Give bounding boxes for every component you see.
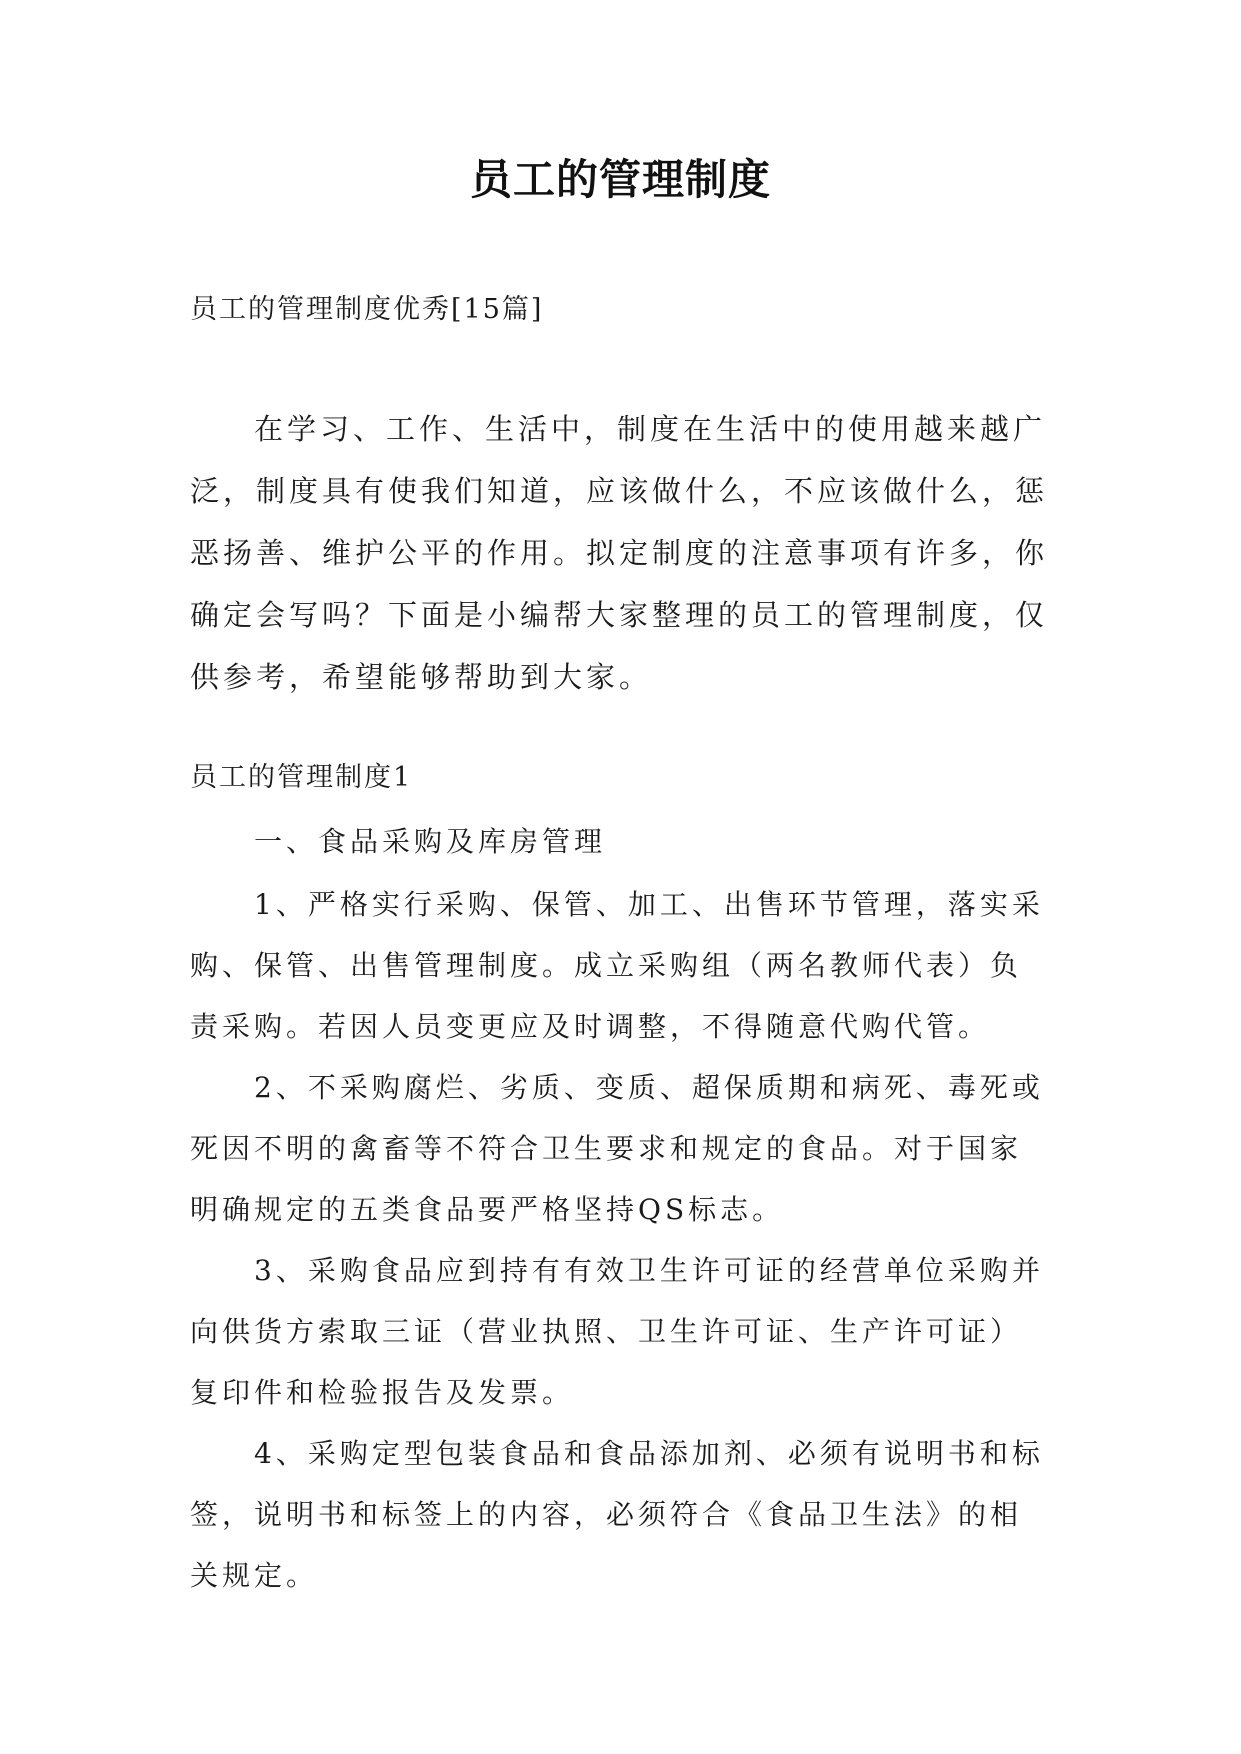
document-title: 员工的管理制度	[469, 155, 771, 204]
section-heading: 员工的管理制度1	[190, 762, 413, 793]
body-paragraph: 2、不采购腐烂、劣质、变质、超保质期和病死、毒死或死因不明的禽畜等不符合卫生要求和规定的食品。对于国家明确规定的五类食品要严格坚持QS标志。	[190, 1071, 1044, 1226]
body-paragraph: 1、严格实行采购、保管、加工、出售环节管理，落实采购、保管、出售管理制度。成立采购组（两名教师代表）负责采购。若因人员变更应及时调整，不得随意代购代管。	[190, 888, 1044, 1043]
document-subtitle: 员工的管理制度优秀[15篇]	[190, 294, 544, 325]
subsection-heading: 一、食品采购及库房管理	[254, 825, 607, 858]
body-paragraph: 3、采购食品应到持有有效卫生许可证的经营单位采购并向供货方索取三证（营业执照、卫生许可证、生产许可证）复印件和检验报告及发票。	[190, 1254, 1044, 1409]
body-paragraph: 4、采购定型包装食品和食品添加剂、必须有说明书和标签，说明书和标签上的内容，必须符合《食品卫生法》的相关规定。	[190, 1437, 1044, 1592]
intro-paragraph: 在学习、工作、生活中，制度在生活中的使用越来越广泛，制度具有使我们知道，应该做什么，不应该做什么，惩恶扬善、维护公平的作用。拟定制度的注意事项有许多，你确定会写吗？下面是小编帮大家整理的员工的管理制度，仅供参考，希望能够帮助到大家。	[190, 412, 1049, 694]
section-body	[190, 810, 1050, 1606]
